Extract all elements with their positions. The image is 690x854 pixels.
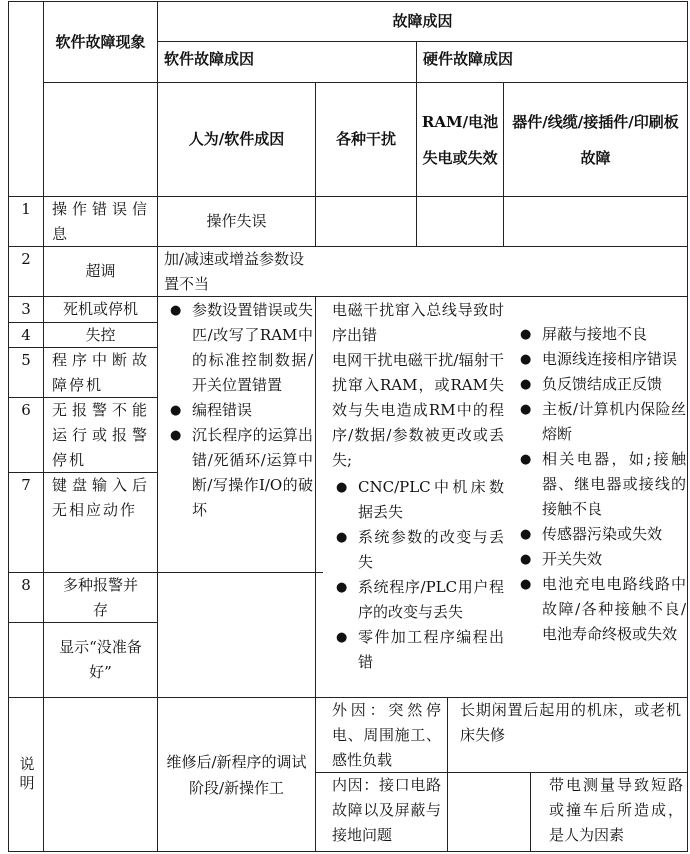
bullet-item: ● 负反馈结成正反馈 <box>516 372 686 397</box>
phenomenon-cell: 失控 <box>85 325 116 344</box>
bullet-item: ● 主板/计算机内保险丝熔断 <box>516 397 686 447</box>
phenomenon-cell: 显示“没准备好” <box>59 638 142 681</box>
row-number: 4 <box>21 325 31 344</box>
header-software-causes: 软件故障成因 <box>164 50 255 68</box>
bullet-item: ● 沉长程序的运算出错/死循环/运算中断/写操作I/O的破坏 <box>166 423 313 523</box>
hardware-cause-bullets <box>510 322 688 696</box>
bullet-item: ● 电池充电电路线路中故障/各种接触不良/电池寿命终极或失效 <box>516 572 686 647</box>
interference-intro: 电磁干扰窜入总线导致时序出错 <box>332 301 504 344</box>
bullet-item: ● 参数设置错误或失匹/改写了RAM中的标准控制数据/开关位置错置 <box>166 298 313 398</box>
header-cause-group: 故障成因 <box>392 12 453 30</box>
bullet-item: ● 相关电器，如;接触器、继电器或接线的接触不良 <box>516 447 686 522</box>
header-human-software: 人为/软件成因 <box>188 130 285 148</box>
bullet-item: ● CNC/PLC中机床数据丢失 <box>332 475 504 525</box>
bullet-item: ● 传感器污染或失效 <box>516 522 686 547</box>
notes-human: 维修后/新程序的调试阶段/新操作工 <box>166 752 307 797</box>
notes-internal: 内因：接口电路故障以及屏蔽与接地问题 <box>332 776 441 844</box>
human-cause-cell: 操作失误 <box>206 212 267 230</box>
row-number: 1 <box>21 199 31 218</box>
row-number: 3 <box>21 300 31 318</box>
header-device-board: 器件/线缆/接插件/印刷板故障 <box>512 112 679 167</box>
bullet-item: ● 零件加工程序编程出错 <box>332 625 504 675</box>
phenomenon-cell: 键盘输入后无相应动作 <box>52 476 149 519</box>
human-cause-cell: 加/减速或增益参数设置不当 <box>164 250 305 293</box>
bullet-item: ● 编程错误 <box>166 398 313 423</box>
human-cause-bullets <box>158 298 315 572</box>
bullet-item: ● 系统程序/PLC用户程序的改变与丢失 <box>332 575 504 625</box>
header-hardware-causes: 硬件故障成因 <box>423 50 514 68</box>
bullet-item: ● 系统参数的改变与丢失 <box>332 525 504 575</box>
notes-idle: 长期闲置后起用的机床，或老机床失修 <box>460 701 681 744</box>
phenomenon-cell: 操作错误信息 <box>52 200 149 243</box>
phenomenon-cell: 无报警不能运行或报警停机 <box>52 401 149 469</box>
interference-intro: 电网干扰电磁干扰/辐射干扰窜入RAM，或RAM失效与失电造成RM中的程序/数据/参数被更改或丢失; <box>332 351 504 469</box>
bullet-item: ● 电源线连接相序错误 <box>516 347 686 372</box>
header-ram-battery: RAM/电池失电或失效 <box>421 112 499 167</box>
row-number: 6 <box>21 400 31 419</box>
phenomenon-cell: 死机或停机 <box>62 300 138 318</box>
row-number: 7 <box>21 475 31 494</box>
row-number: 5 <box>21 350 31 369</box>
bullet-item: ● 开关失效 <box>516 547 686 572</box>
notes-live-test: 带电测量导致短路或撞车后所造成，是人为因素 <box>549 776 683 844</box>
notes-label: 说明 <box>17 755 36 794</box>
interference-cell <box>316 298 506 696</box>
bullet-item: ● 屏蔽与接地不良 <box>516 322 686 347</box>
phenomenon-cell: 程序中断故障停机 <box>52 351 149 394</box>
row-number: 8 <box>21 575 31 594</box>
header-phenomenon: 软件故障现象 <box>55 33 146 51</box>
row-number: 2 <box>21 249 31 268</box>
phenomenon-cell: 超调 <box>85 262 116 280</box>
notes-external: 外因：突然停电、周围施工、感性负载 <box>332 701 441 769</box>
header-interference: 各种干扰 <box>335 130 396 148</box>
phenomenon-cell: 多种报警并存 <box>62 575 138 619</box>
